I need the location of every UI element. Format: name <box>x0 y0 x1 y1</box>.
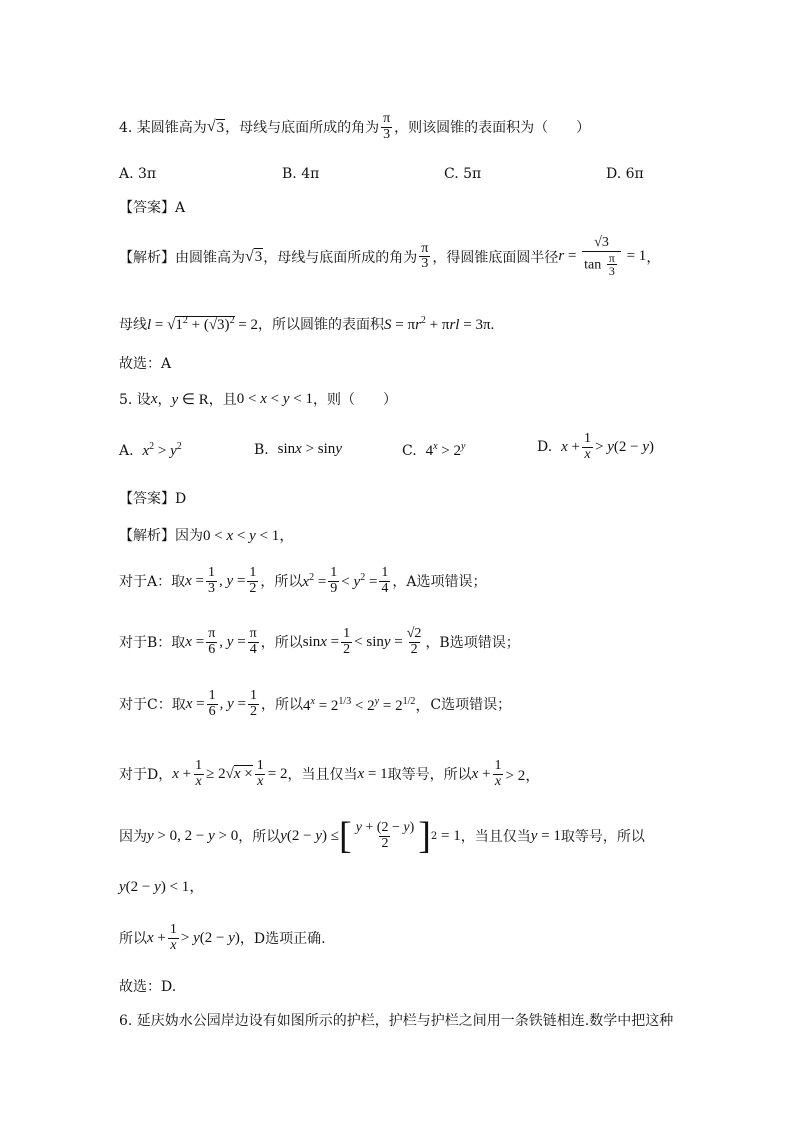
q5-check-c: 对于C：取 x = $\frac{1}{6}$ , y = $\frac{1}{2}$ ，所以 $4^x = 2^{1/3} < 2^y = 2^{1/2}$， C选项错误； <box>119 688 512 719</box>
formula-y-eq: , y = <box>219 572 246 589</box>
fraction-1-3: $\frac{1}{3}$ <box>208 565 216 596</box>
equals-sign: = <box>564 248 581 265</box>
fraction-1-x: $\frac{1}{x}$ <box>256 758 264 789</box>
equals-one: = 1 <box>622 248 647 265</box>
var-x: x <box>471 765 479 782</box>
formula-product: y(2 − y) ≤ <box>280 827 340 844</box>
fraction-1-6: $\frac{1}{6}$ <box>208 688 216 719</box>
q5-option-a: A. $x^2 > y^2$ <box>119 441 182 459</box>
fraction-1-9: $\frac{1}{9}$ <box>330 565 338 596</box>
q4-analysis-line2: 母线 $l = √1^2 + (√3)^2 = 2$ ，所以圆锥的表面积 $S = \pi r^2 + \pi rl = 3\pi$. <box>119 314 495 333</box>
fraction-1-2: $\frac{1}{2}$ <box>343 626 351 657</box>
var-x: x <box>150 390 158 407</box>
q5-stem: 5. 设 x ， y ∈ R ，且 0 < x < y < 1 ，则（ ） <box>119 390 397 408</box>
right-bracket: ] <box>418 815 431 857</box>
plus-sign: + <box>178 765 192 782</box>
q4-option-a: A. 3π <box>119 166 157 182</box>
sqrt-3: √ 3 <box>206 118 225 136</box>
formula-siny: < siny = <box>354 633 403 650</box>
q5-since: 因为 y > 0, 2 − y > 0 ，所以 y(2 − y) ≤ [ $\frac{y + (2 - y)}{2}$ ] 2 = 1 ，当且仅当 y = 1 取等号，所以 <box>119 815 645 857</box>
fraction-sqrt3-tan: √3 tan $\frac{\pi}{3}$ <box>582 236 621 278</box>
fraction-mean: $\frac{y + (2 - y)}{2}$ <box>355 819 415 851</box>
fraction-pi-4: $\frac{\pi}{4}$ <box>249 626 257 657</box>
left-bracket: [ <box>339 815 352 857</box>
q4-answer: 【答案】A <box>119 200 186 216</box>
formula-x-squared: $x^2$ = <box>302 571 327 590</box>
q4-conclusion: 故选：A <box>119 356 172 372</box>
plus-sign: + <box>153 929 166 946</box>
q5-analysis: 【解析】因为 0 < x < y < 1， <box>119 524 294 545</box>
q5-option-c: C. $4^x > 2^y$ <box>402 441 466 459</box>
set-membership: y ∈ R <box>171 391 209 408</box>
equals-sign: = <box>191 572 205 589</box>
fraction-1-2: $\frac{1}{2}$ <box>249 565 257 596</box>
formula-y-eq: , y = <box>219 633 246 650</box>
fraction-1-x: $\frac{1}{x}$ <box>583 431 591 462</box>
q4-option-d: D. 6π <box>606 166 644 182</box>
fraction-1-x: $\frac{1}{x}$ <box>195 758 203 789</box>
plus-sign: + <box>567 438 580 455</box>
plus-sign: + <box>478 765 491 782</box>
equals-two: = 2 <box>267 765 288 782</box>
formula-positive: y > 0, 2 − y > 0 <box>147 827 239 844</box>
formula-final: > y(2 − y) <box>180 929 240 946</box>
formula-range: 0 < x < y < 1， <box>203 528 295 544</box>
formula-surface-area: $S = \pi r^2 + \pi rl = 3\pi$. <box>384 314 495 333</box>
fraction-1-x: $\frac{1}{x}$ <box>494 758 502 789</box>
q5-so: 所以 x + $\frac{1}{x}$ > y(2 − y) ，D选项正确. <box>119 922 326 953</box>
q4-option-b: B. 4π <box>282 166 320 182</box>
formula-y-eq-1: y = 1 <box>530 827 561 844</box>
q5-option-d: D. x + $\frac{1}{x}$ > y(2 − y) <box>537 431 655 462</box>
exponent-2: 2 <box>430 830 438 842</box>
fraction-1-x: $\frac{1}{x}$ <box>169 922 177 953</box>
fraction-pi-3: $\frac{\pi}{3}$ <box>421 240 429 272</box>
formula-d-rhs: > y(2 − y) <box>594 438 655 455</box>
equals-sign: = <box>192 695 205 712</box>
formula-y-eq: , y = <box>219 695 246 712</box>
var-x: x <box>561 438 568 455</box>
formula-powers: $4^x = 2^{1/3} < 2^y = 2^{1/2}$， <box>303 695 431 714</box>
equals-sign: = <box>191 633 205 650</box>
q5-check-d: 对于D， x + $\frac{1}{x}$ ≥ 2√x × $\frac{1}{x}$ = 2 ，当且仅当 x = 1 取等号，所以 x + $\frac{1}{x}$ > 2， <box>119 758 541 789</box>
formula-generatrix: $l = √1^2 + (√3)^2 = 2$ <box>147 314 259 333</box>
var-x: x <box>185 572 192 589</box>
var-x: x <box>172 765 179 782</box>
equals-one: = 1 <box>437 827 461 844</box>
formula-range: 0 < x < y < 1 <box>236 390 313 407</box>
q4-stem: 4. 某圆锥高为 √ 3 ，母线与底面所成的角为 $\frac{\pi}{3}$ ，则该圆锥的表面积为（ ） <box>119 111 591 142</box>
q5-check-b: 对于B：取 x = $\frac{\pi}{6}$ , y = $\frac{\pi}{4}$ ，所以 sinx = $\frac{1}{2}$ < siny = $\frac{√2}{2}$ ，B选项错误； <box>119 626 520 657</box>
formula-product-lt-1: y(2 − y) < 1， <box>119 879 205 895</box>
q5-conclusion: 故选：D. <box>119 979 177 995</box>
q6-stem: 6. 延庆妫水公园岸边设有如图所示的护栏，护栏与护栏之间用一条铁链相连.数学中把这种 <box>119 1013 674 1029</box>
fraction-sqrt2-2: $\frac{√2}{2}$ <box>406 626 422 657</box>
formula-x-eq-1: x = 1 <box>357 765 388 782</box>
var-x: x <box>185 633 192 650</box>
q4-option-c: C. 5π <box>444 166 482 182</box>
fraction-1-2: $\frac{1}{2}$ <box>250 688 257 719</box>
q5-check-a: 对于A：取 x = $\frac{1}{3}$ , y = $\frac{1}{2}$ ，所以 $x^2$ = $\frac{1}{9}$ < $y^2$ = $\frac{1}{4}$ ，A选项错误； <box>119 565 487 596</box>
q5-option-b: B. sinx > siny <box>254 441 342 458</box>
q5-answer: 【答案】D <box>119 491 187 507</box>
formula-c: $4^x > 2^y$ <box>425 441 466 459</box>
var-x: x <box>185 695 193 712</box>
formula-am-gm: ≥ 2√x × <box>206 765 253 782</box>
var-x: x <box>147 929 154 946</box>
formula-lt-y-squared: < $y^2$ = <box>341 571 378 590</box>
formula-radius: r <box>558 248 565 265</box>
fraction-pi-3: $\frac{\pi}{3}$ <box>383 111 391 142</box>
fraction-pi-6: $\frac{\pi}{6}$ <box>208 626 216 657</box>
q4-analysis: 【解析】由圆锥高为 √ 3 ，母线与底面所成的角为 $\frac{\pi}{3}$ ，得圆锥底面圆半径 r = √3 tan $\frac{\pi}{3}$ = 1 ， <box>119 235 661 279</box>
formula-a: $x^2 > y^2$ <box>142 441 182 459</box>
formula-sinx: sinx = <box>302 633 340 650</box>
q5-since-cont <box>119 875 204 896</box>
formula-b: sinx > siny <box>277 441 342 457</box>
fraction-1-4: $\frac{1}{4}$ <box>381 565 389 596</box>
sqrt-3: √ 3 <box>245 247 263 266</box>
formula-gt-2: > 2， <box>505 767 541 784</box>
